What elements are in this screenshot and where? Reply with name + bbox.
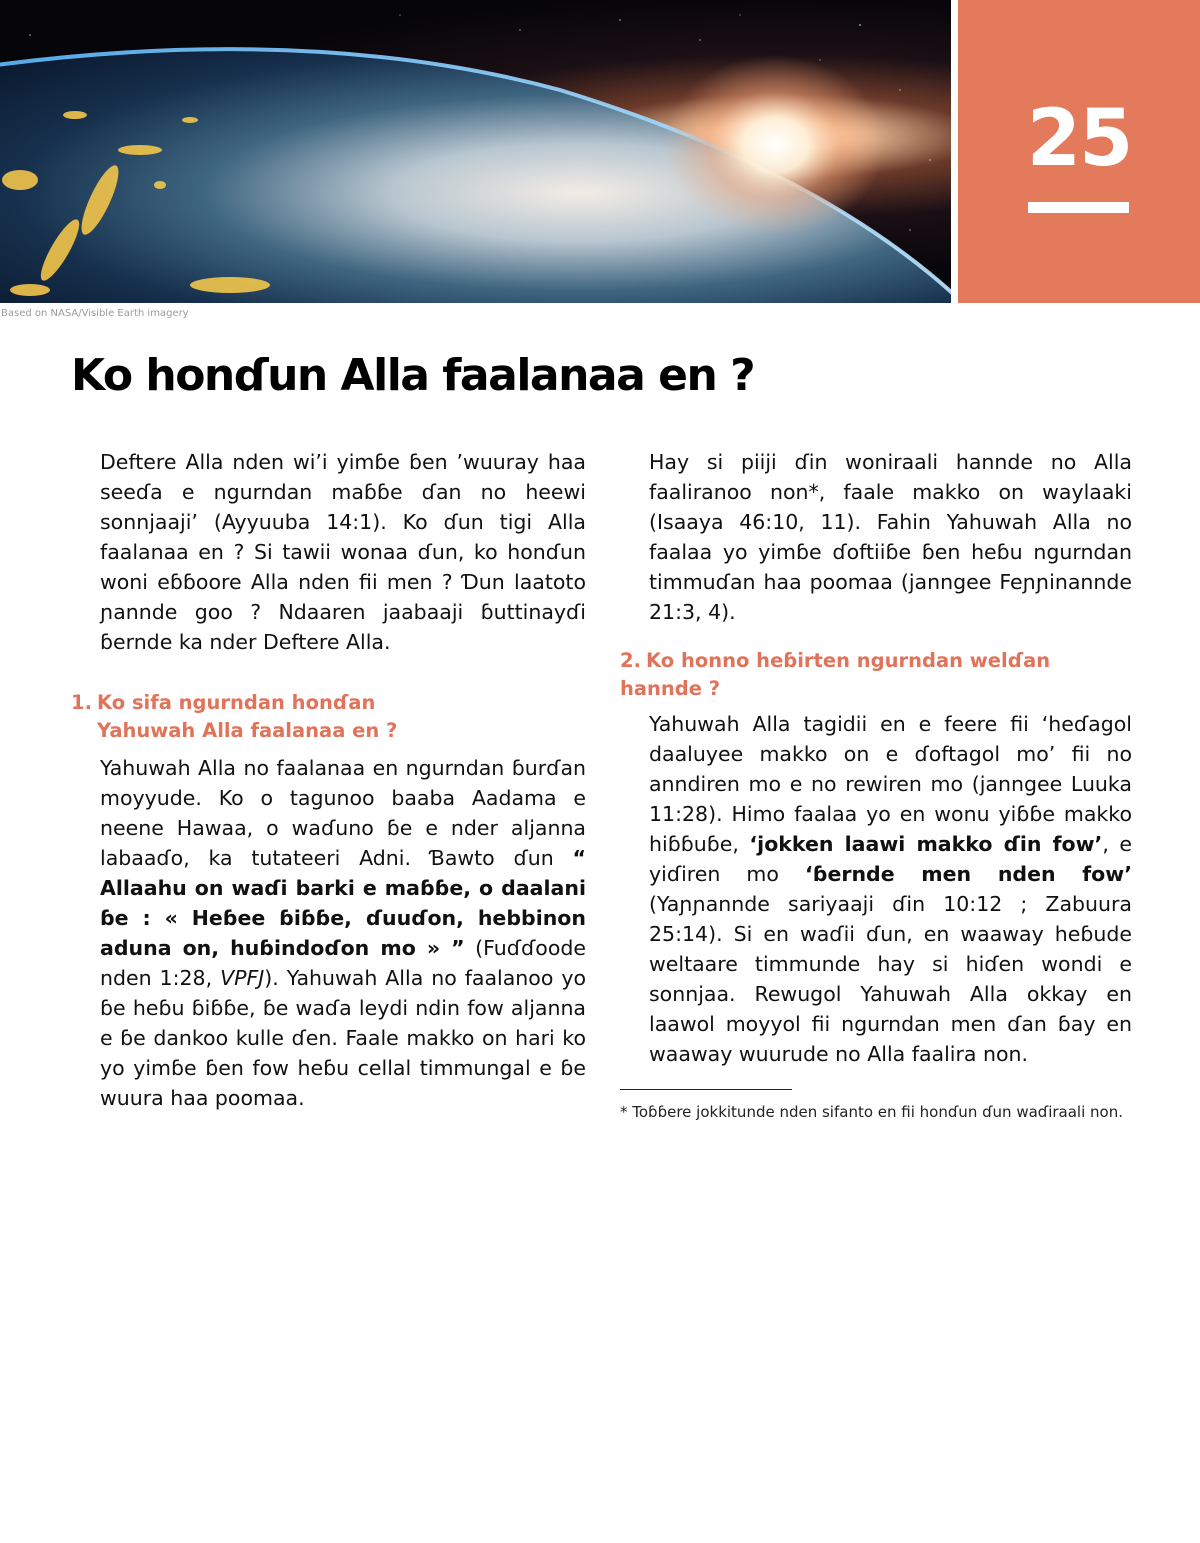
section-2-heading-text: Ko honno heɓirten ngurndan welɗan hannde ? bbox=[620, 649, 1051, 700]
left-column bbox=[71, 447, 586, 1113]
right-column bbox=[620, 447, 1132, 1123]
section-2-text-b: , e yiɗiren mo bbox=[649, 832, 1132, 886]
sun-flare bbox=[665, 55, 885, 235]
intro-paragraph: Deftere Alla nden wi’i yimɓe ɓen ’wuuray haa seeɗa e ngurndan maɓɓe ɗan no heewi sonnjaaji’ (Ayyuuba 14:1). Ko ɗun tigi Alla faalanaa en ? Si tawii wonaa ɗun, ko honɗun woni eɓɓoore Alla nden fii men ? Ɗun laatoto ɲannde goo ? Ndaaren jaabaaji ɓuttinayɗi ɓernde ka nder Deftere Alla. bbox=[100, 450, 586, 654]
footnote-divider bbox=[620, 1089, 792, 1090]
section-1-text-c: ). Yahuwah Alla no faalanoo yo ɓe heɓu ɓiɓɓe, ɓe waɗa leydi ndin fow aljanna e ɓe dankoo kulle ɗen. Faale makko on hari ko yo yimɓe ɓen fow heɓu cellal timmungal e ɓe wuura haa poomaa. bbox=[100, 966, 586, 1110]
section-1-bible-version: VPFJ bbox=[220, 966, 265, 990]
section-1-number: 1. bbox=[71, 691, 92, 714]
section-2-bold-a: ‘jokken laawi makko ɗin fow’ bbox=[749, 832, 1103, 856]
section-1-text-b: (Fuɗɗoode nden 1:28, bbox=[100, 936, 587, 990]
badge-underline bbox=[1028, 202, 1129, 213]
page-title: Ko honɗun Alla faalanaa en ? bbox=[71, 350, 755, 401]
section-2-number: 2. bbox=[620, 649, 641, 672]
section-2-bold-b: ‘ɓernde men nden fow’ bbox=[804, 862, 1132, 886]
section-2-paragraph bbox=[649, 709, 1132, 1069]
image-credit: Based on NASA/Visible Earth imagery bbox=[1, 308, 189, 319]
section-2-text-c: (Yaɲɲannde sariyaaji ɗin 10:12 ; Zabuura 25:14). Si en waɗii ɗun, en waaway heɓude weltaare timmunde hay si hiɗen wondi e sonnjaa. Rewugol Yahuwah Alla okkay en laawol moyyol fii ngurndan men ɗan ɓay en waaway wuurude no Alla faalira non. bbox=[649, 892, 1132, 1066]
section-2-text-a: Yahuwah Alla tagidii en e feere fii ‘heɗagol daaluyee makko on e ɗoftagol mo’ fii no anndiren mo e no rewiren mo (janngee Luuka 11:28). Himo faalaa yo en wonu yiɓɓe makko hiɓɓuɓe, bbox=[649, 712, 1132, 856]
section-1-text-a: Yahuwah Alla no faalanaa en ngurndan ɓurɗan moyyude. Ko o tagunoo baaba Aadama e neene Hawaa, o waɗuno ɓe e nder aljanna labaaɗo, ka tutateeri Adni. Ɓawto ɗun bbox=[100, 756, 586, 870]
section-1-heading-line2: Yahuwah Alla faalanaa en ? bbox=[97, 719, 398, 742]
hero-image bbox=[0, 0, 951, 303]
section-1-continued-paragraph: Hay si piiji ɗin woniraali hannde no Alla faaliranoo non*, faale makko on waylaaki (Isaaya 46:10, 11). Fahin Yahuwah Alla no faalaa yo yimɓe ɗoftiiɓe ɓen heɓu ngurndan timmuɗan haa poomaa (janngee Feɲɲinannde 21:3, 4). bbox=[649, 450, 1132, 624]
footnote: * Toɓɓere jokkitunde nden sifanto en fii honɗun ɗun waɗiraali non. bbox=[620, 1103, 1123, 1121]
earth-illustration bbox=[0, 0, 951, 303]
lesson-number: 25 bbox=[1026, 94, 1132, 184]
lesson-number-badge bbox=[958, 0, 1200, 303]
section-1-quote: “ Allaahu on waɗi barki e maɓɓe, o daalani ɓe : « Heɓee ɓiɓɓe, ɗuuɗon, hebbinon aduna on, huɓindoɗon mo » ” bbox=[100, 846, 586, 960]
section-2-heading bbox=[620, 647, 1132, 703]
section-1-heading bbox=[71, 689, 586, 745]
section-1-heading-line1: Ko sifa ngurndan honɗan bbox=[97, 691, 376, 714]
section-1-paragraph bbox=[100, 753, 586, 1113]
